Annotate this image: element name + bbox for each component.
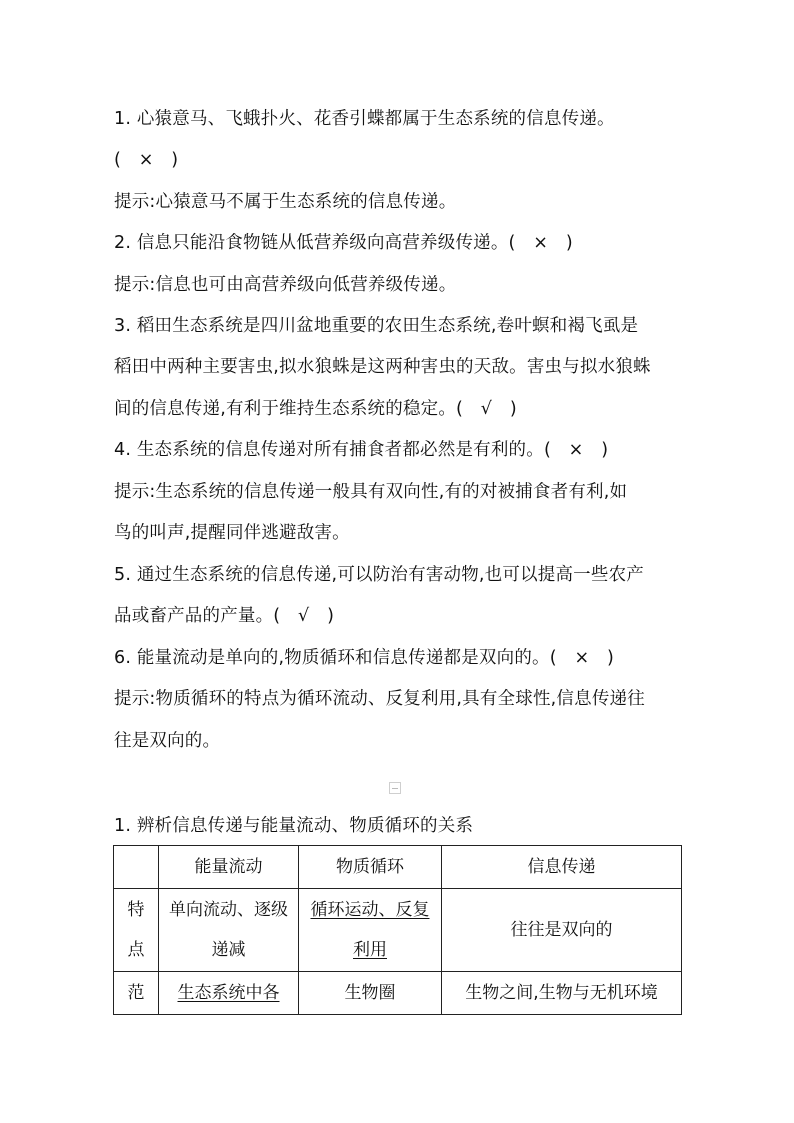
cell-energy-characteristics (159, 889, 299, 972)
row-label-char-2: 点 (127, 940, 145, 960)
question-2-line-1: 2. 信息只能沿食物链从低营养级向高营养级传递。( × ) (114, 233, 573, 253)
question-4-line-1: 4. 生态系统的信息传递对所有捕食者都必然是有利的。( × ) (114, 440, 609, 460)
cell-energy-scope (159, 972, 299, 1015)
question-6-line-1: 6. 能量流动是单向的,物质循环和信息传递都是双向的。( × ) (114, 648, 615, 668)
question-4-hint-line-2: 鸟的叫声,提醒同伴逃避敌害。 (114, 523, 350, 543)
cell-matter-line-1: 循环运动、反复 (310, 900, 430, 920)
cell-matter-characteristics (299, 889, 442, 972)
cell-energy-line-2: 递减 (211, 940, 246, 960)
comparison-table (113, 845, 682, 1015)
question-4-hint-line-1: 提示:生态系统的信息传递一般具有双向性,有的对被捕食者有利,如 (114, 482, 628, 502)
cell-energy-line-1: 单向流动、逐级 (169, 900, 288, 920)
header-cell-empty (114, 846, 159, 889)
row-label-char-1: 特 (127, 900, 145, 920)
question-3-line-2: 稻田中两种主要害虫,拟水狼蛛是这两种害虫的天敌。害虫与拟水狼蛛 (114, 357, 651, 377)
cell-matter-line-2: 利用 (353, 940, 387, 960)
image-placeholder-icon (389, 782, 401, 794)
question-5-line-2: 品或畜产品的产量。( √ ) (114, 606, 335, 626)
table-row-characteristics (114, 889, 682, 972)
cell-info-scope: 生物之间,生物与无机环境 (442, 972, 682, 1015)
question-1-hint: 提示:心猿意马不属于生态系统的信息传递。 (114, 192, 457, 212)
row-label-scope: 范 (114, 972, 159, 1015)
question-5-line-1: 5. 通过生态系统的信息传递,可以防治有害动物,也可以提高一些农产 (114, 565, 644, 585)
section-title: 1. 辨析信息传递与能量流动、物质循环的关系 (114, 816, 474, 836)
question-1-line-1: 1. 心猿意马、飞蛾扑火、花香引蝶都属于生态系统的信息传递。 (114, 109, 615, 129)
question-3-line-3: 间的信息传递,有利于维持生态系统的稳定。( √ ) (114, 399, 517, 419)
header-cell-material-cycle: 物质循环 (299, 846, 442, 889)
table-row-scope (114, 972, 682, 1015)
cell-matter-line-2-wrap (301, 930, 439, 970)
cell-info-characteristics: 往往是双向的 (442, 889, 682, 972)
cell-matter-scope: 生物圈 (299, 972, 442, 1015)
question-6-hint-line-1: 提示:物质循环的特点为循环流动、反复利用,具有全球性,信息传递往 (114, 689, 645, 709)
question-6-hint-line-2: 往是双向的。 (114, 731, 221, 751)
header-cell-energy-flow: 能量流动 (159, 846, 299, 889)
question-1-answer: ( × ) (114, 150, 179, 170)
question-2-hint: 提示:信息也可由高营养级向低营养级传递。 (114, 275, 457, 295)
cell-energy-scope-text: 生态系统中各 (177, 983, 280, 1003)
row-label-characteristics (114, 889, 159, 972)
header-cell-information-transfer: 信息传递 (442, 846, 682, 889)
question-3-line-1: 3. 稻田生态系统是四川盆地重要的农田生态系统,卷叶螟和褐飞虱是 (114, 316, 639, 336)
table-header-row (114, 846, 682, 889)
